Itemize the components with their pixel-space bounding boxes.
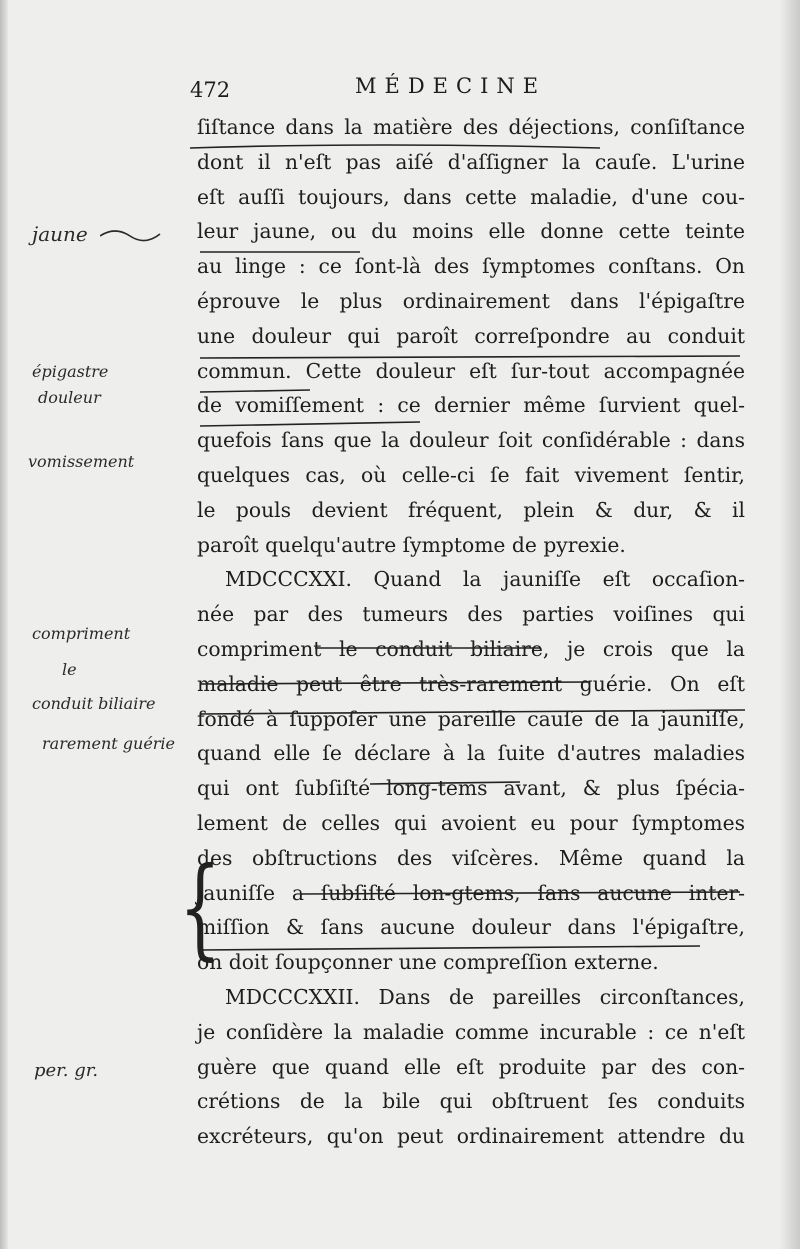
margin-note-3: douleur	[38, 388, 101, 407]
text-line-8: commun. Cette douleur eſt ſur-tout accompagnée	[197, 358, 745, 383]
text-line-23: jauniſſe a ſubſiſté lon-gtems, ſans aucune inter-	[197, 880, 745, 905]
running-head: MÉDECINE	[355, 74, 547, 98]
text-line-13: paroît quelqu'autre ſymptome de pyrexie.	[197, 532, 626, 557]
text-line-18: fondé à ſuppoſer une pareille cauſe de la jauniſſe,	[197, 706, 745, 731]
text-line-12: le pouls devient fréquent, plein & dur, & il	[197, 497, 745, 522]
text-line-22: des obſtructions des viſcères. Même quand la	[197, 845, 745, 870]
margin-note-7: conduit biliaire	[32, 694, 156, 713]
text-line-21: lement de celles qui avoient eu pour ſymptomes	[197, 810, 745, 835]
page-number: 472	[190, 78, 231, 102]
text-line-10: quefois ſans que la douleur ſoit conſidérable : dans	[197, 428, 745, 453]
text-line-30: excréteurs, qu'on peut ordinairement attendre du	[197, 1124, 745, 1149]
text-line-26: MDCCCXXII. Dans de pareilles circonſtances,	[225, 984, 745, 1009]
text-line-2: dont il n'eſt pas aiſé d'aſſigner la cauſe. L'urine	[197, 149, 745, 174]
text-line-20: qui ont ſubſiſté long-tems avant, & plus ſpécia-	[197, 776, 745, 801]
text-line-25: on doit ſoupçonner une compreſſion externe.	[197, 950, 659, 975]
text-line-15: née par des tumeurs des parties voiſines qui	[197, 602, 745, 627]
text-line-24: miſſion & ſans aucune douleur dans l'épigaſtre,	[197, 915, 745, 940]
text-line-11: quelques cas, où celle-ci ſe fait vivement ſentir,	[197, 462, 745, 487]
text-line-7: une douleur qui paroît correſpondre au conduit	[197, 323, 745, 348]
text-line-6: éprouve le plus ordinairement dans l'épigaſtre	[197, 288, 745, 313]
margin-note-1: jaune	[32, 222, 88, 246]
text-line-4: leur jaune, ou du moins elle donne cette teinte	[197, 219, 745, 244]
text-line-28: guère que quand elle eſt produite par des con-	[197, 1054, 745, 1079]
text-line-16: compriment le conduit biliaire, je crois que la	[197, 636, 745, 661]
margin-note-5: compriment	[32, 624, 131, 643]
margin-note-9: per. gr.	[34, 1060, 99, 1081]
text-line-9: de vomiſſement : ce dernier même ſurvient quel-	[197, 393, 745, 418]
text-line-17: maladie peut être très-rarement guérie. On eſt	[197, 671, 745, 696]
text-line-14: MDCCCXXI. Quand la jauniſſe eſt occaſion-	[225, 567, 745, 592]
text-line-27: je conſidère la maladie comme incurable : ce n'eſt	[197, 1019, 745, 1044]
text-line-3: eſt auſſi toujours, dans cette maladie, d'une cou-	[197, 184, 745, 209]
text-line-1: ſiſtance dans la matière des déjections, conſiſtance	[197, 115, 745, 139]
margin-note-8: rarement guérie	[42, 734, 176, 753]
text-line-5: au linge : ce ſont-là des ſymptomes conſtans. On	[197, 254, 745, 279]
text-line-19: quand elle ſe déclare à la ſuite d'autres maladies	[197, 741, 745, 766]
margin-note-6: le	[62, 660, 77, 679]
text-line-29: crétions de la bile qui obſtruent ſes conduits	[197, 1089, 745, 1114]
margin-brace: {	[179, 843, 221, 971]
margin-note-2: épigastre	[32, 362, 109, 381]
margin-note-4: vomissement	[28, 452, 135, 471]
